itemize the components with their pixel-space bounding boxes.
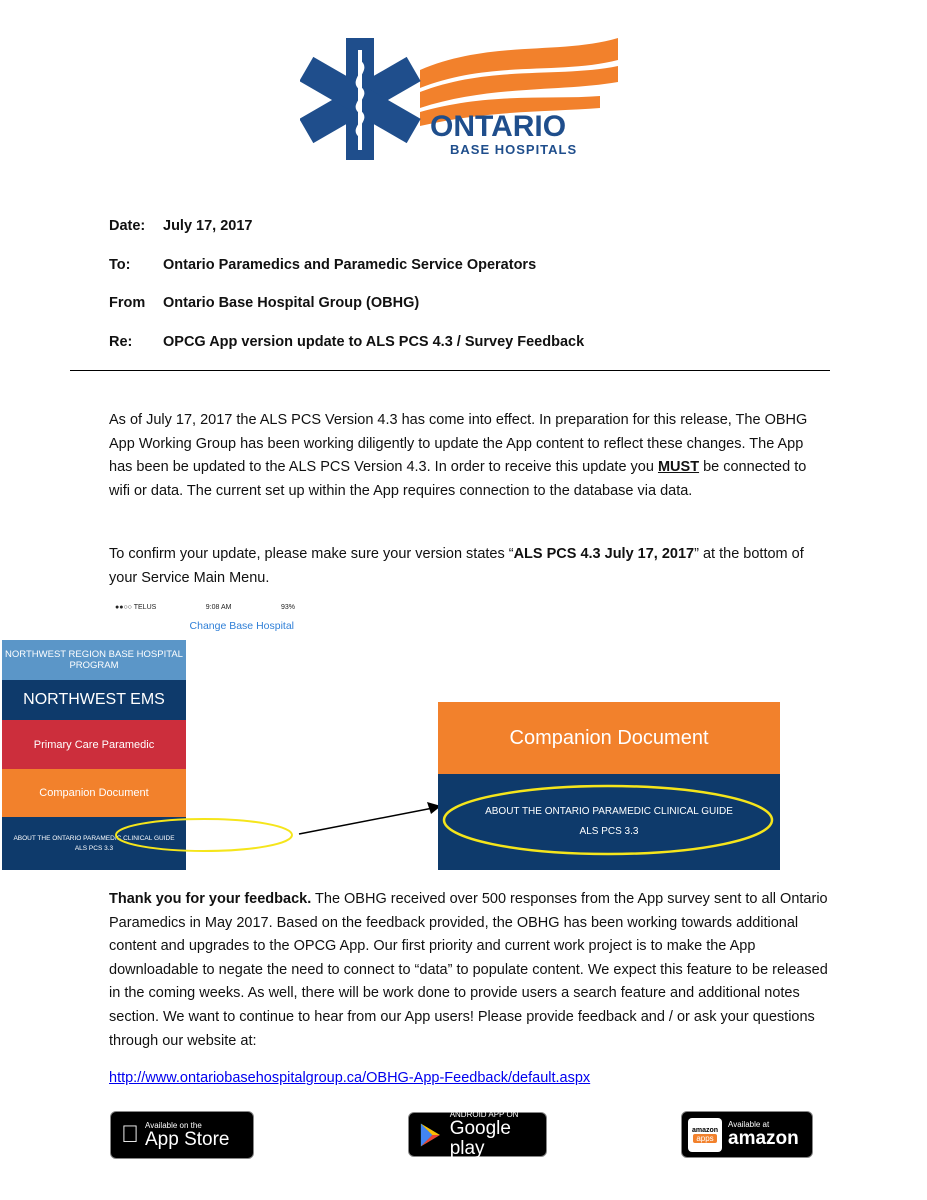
paragraph-confirm: To confirm your update, please make sure your version states “ALS PCS 4.3 July 17, 2017” at the bottom of your Service Main Menu. <box>109 546 804 586</box>
highlight-ellipse-large <box>438 780 780 860</box>
highlight-ellipse-small <box>112 815 302 855</box>
arrow-icon <box>295 800 445 840</box>
memo-to <box>109 257 536 273</box>
version-string: ALS PCS 4.3 July 17, 2017 <box>513 546 695 562</box>
date-value: July 17, 2017 <box>163 218 253 234</box>
companion-document-button[interactable]: Companion Document <box>2 769 186 817</box>
change-base-hospital-link[interactable]: Change Base Hospital <box>189 620 294 632</box>
status-bar <box>112 600 298 614</box>
ems-title: NORTHWEST EMS <box>2 680 186 720</box>
amazon-apps-icon: amazon apps <box>688 1118 722 1152</box>
to-label: To: <box>109 257 131 273</box>
re-label: Re: <box>109 334 133 350</box>
ontario-base-hospitals-logo <box>300 30 620 160</box>
memo-re <box>109 334 584 350</box>
memo-date <box>109 218 253 234</box>
amazon-badge[interactable]: amazon apps Available at amazon <box>681 1111 813 1158</box>
about-guide-zoom: ABOUT THE ONTARIO PARAMEDIC CLINICAL GUIDE ALS PCS 3.3 <box>438 774 780 870</box>
primary-care-paramedic-button[interactable]: Primary Care Paramedic <box>2 720 186 769</box>
header-divider <box>70 370 830 371</box>
feedback-link[interactable]: http://www.ontariobasehospitalgroup.ca/OBHG-App-Feedback/default.aspx <box>109 1070 591 1086</box>
google-play-badge[interactable]: ANDROID APP ON Google play <box>408 1112 547 1157</box>
paragraph-update: As of July 17, 2017 the ALS PCS Version 4.3 has come into effect. In preparation for this release, The OBHG App Working Group has been working diligently to update the App content to reflect these changes. The App has been be updated to the ALS PCS Version 4.3. In order to receive this update you MUST be connected to wifi or data. The current set up within the App requires connection to the database via data. <box>109 412 808 499</box>
about-guide-link[interactable]: ABOUT THE ONTARIO PARAMEDIC CLINICAL GUIDE ALS PCS 3.3 <box>2 817 186 870</box>
from-value: Ontario Base Hospital Group (OBHG) <box>163 295 420 311</box>
companion-document-zoom: Companion Document <box>438 702 780 774</box>
memo-from <box>109 295 419 311</box>
re-value: OPCG App version update to ALS PCS 4.3 / Survey Feedback <box>163 334 585 350</box>
region-banner: NORTHWEST REGION BASE HOSPITAL PROGRAM <box>2 640 186 680</box>
carrier-text: ●●○○ TELUS <box>115 603 157 611</box>
status-time: 9:08 AM <box>205 603 232 611</box>
battery-text: 93% <box>280 603 295 611</box>
thank-you-text: Thank you for your feedback. <box>109 891 312 907</box>
svg-text:ONTARIO: ONTARIO <box>430 110 567 143</box>
from-label: From <box>109 295 146 311</box>
svg-text:BASE HOSPITALS: BASE HOSPITALS <box>450 142 578 157</box>
to-value: Ontario Paramedics and Paramedic Service Operators <box>163 257 537 273</box>
google-play-icon <box>419 1121 444 1149</box>
must-emphasis: MUST <box>657 459 700 476</box>
app-store-badge[interactable]: Available on the App Store <box>110 1111 254 1159</box>
apple-icon <box>121 1121 139 1149</box>
date-label: Date: <box>109 218 146 234</box>
paragraph-feedback: Thank you for your feedback. The OBHG received over 500 responses from the App survey sent to all Ontario Paramedics in May 2017. Based on the feedback provided, the OBHG has been working towards additional content and upgrades to the OPCG App. Our first priority and current work project is to make the App downloadable to negate the need to connect to “data” to populate content. We expect this feature to be released in the coming weeks. As well, there will be work done to provide users a search feature and additional notes section. We want to continue to hear from our App users! Please provide feedback and / or ask your questions through our website at: <box>109 891 828 1049</box>
